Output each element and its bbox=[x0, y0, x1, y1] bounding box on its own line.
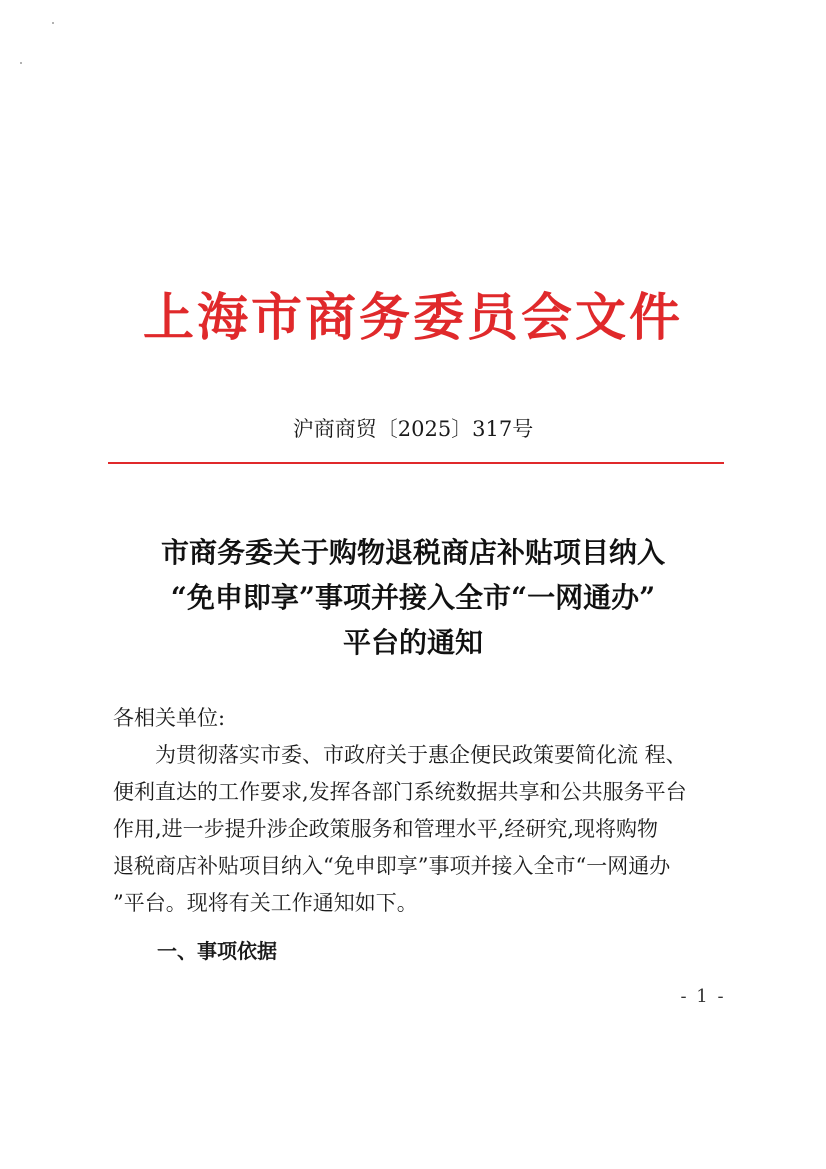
notice-body bbox=[113, 700, 733, 922]
notice-title-line: 市商务委关于购物退税商店补贴项目纳入 bbox=[160, 536, 665, 569]
scan-speck bbox=[52, 22, 54, 24]
scan-speck bbox=[20, 62, 22, 64]
red-separator-line bbox=[108, 462, 724, 464]
salutation: 各相关单位: bbox=[113, 706, 226, 730]
issuing-authority-title: 上海市商务委员会文件 bbox=[142, 288, 683, 348]
document-number: 沪商商贸〔2025〕317号 bbox=[292, 417, 534, 441]
section-heading: 一、事项依据 bbox=[157, 939, 277, 963]
notice-title-line: 平台的通知 bbox=[342, 626, 483, 659]
notice-title bbox=[90, 530, 736, 665]
paragraph-line: 退税商店补贴项目纳入“免申即享”事项并接入全市“一网通办 bbox=[113, 854, 671, 878]
page-number: - 1 - bbox=[680, 986, 726, 1007]
paragraph-line: 便利直达的工作要求,发挥各部门系统数据共享和公共服务平台 bbox=[113, 780, 687, 804]
notice-title-line: “免申即享”事项并接入全市“一网通办” bbox=[170, 581, 656, 614]
paragraph-line: 作用,进一步提升涉企政策服务和管理水平,经研究,现将购物 bbox=[113, 817, 659, 841]
paragraph-line: ”平台。现将有关工作通知如下。 bbox=[113, 891, 418, 915]
paragraph-line: 为贯彻落实市委、市政府关于惠企便民政策要简化流 程、 bbox=[155, 743, 687, 767]
